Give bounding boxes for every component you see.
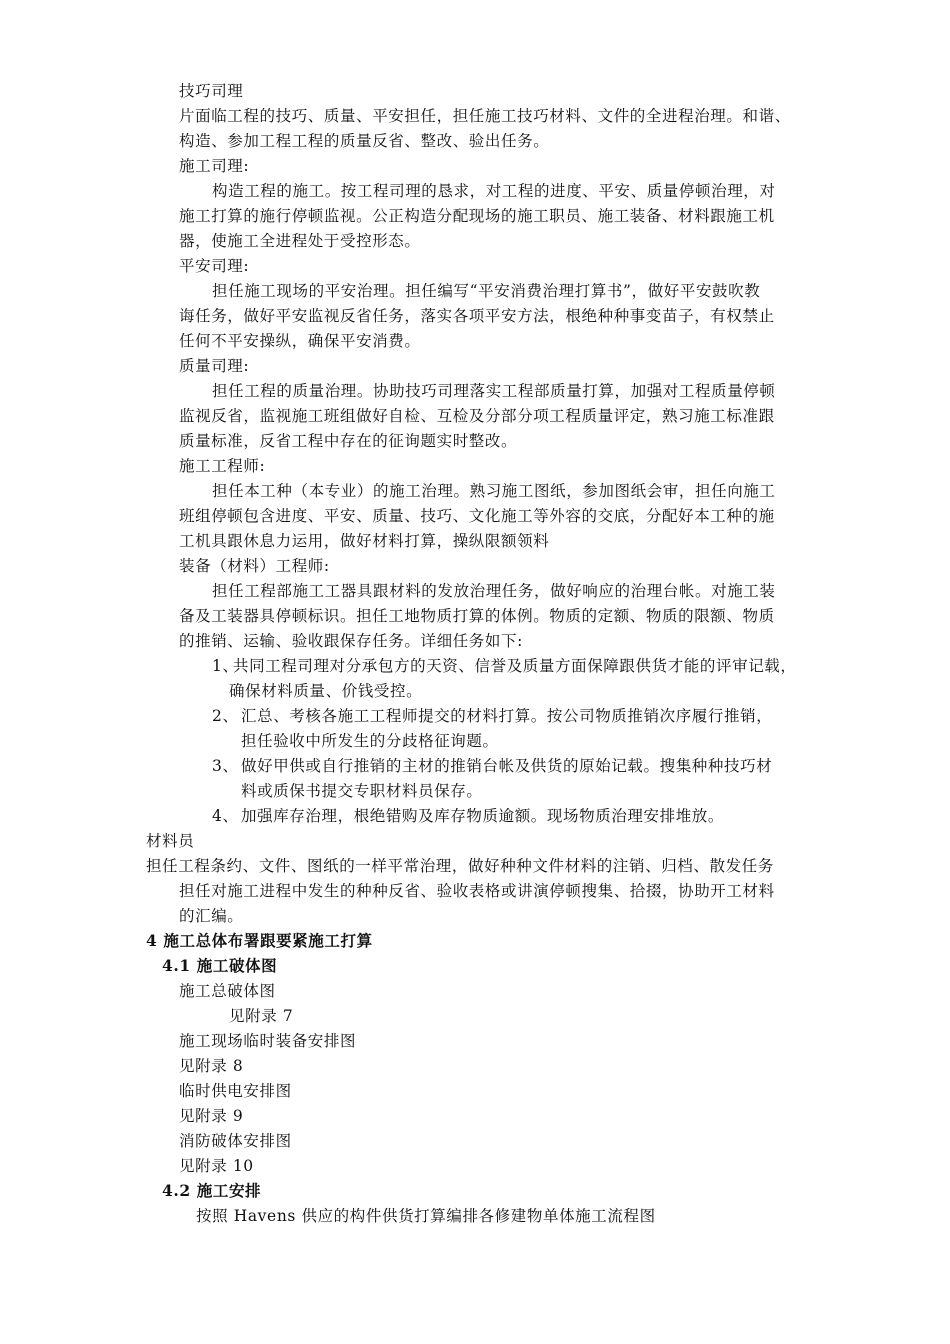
list-item-text: 料或质保书提交专职材料员保存。 [241, 782, 483, 800]
construction-engineer-text-line: 工机具跟休息力运用，做好材料打算，操纵限额领料 [179, 532, 550, 550]
list-item-text: 担任验收中所发生的分歧格征询题。 [241, 732, 499, 750]
appendix-reference: 见附录 10 [179, 1157, 254, 1175]
materials-clerk-text-line: 担任对施工进程中发生的种种反省、验收表格或讲演停顿搜集、拾掇，协助开工材料 [179, 882, 775, 900]
equipment-engineer-text-line: 的推销、运输、验收跟保存任务。详细任务如下: [179, 632, 523, 650]
section-4-1-heading: 4.1 施工破体图 [162, 956, 278, 975]
materials-clerk-heading: 材料员 [146, 832, 195, 850]
materials-clerk-text-line: 担任工程条约、文件、图纸的一样平常治理，做好种种文件材料的注销、归档、散发任务 [146, 857, 774, 875]
equipment-engineer-heading: 装备（材料）工程师: [179, 557, 330, 575]
quality-manager-text-line: 质量标准，反省工程中存在的征询题实时整改。 [179, 432, 518, 450]
equipment-engineer-text-line: 担任工程部施工工器具跟材料的发放治理任务，做好响应的治理台帐。对施工装 [212, 582, 776, 600]
construction-manager-text-line: 施工打算的施行停顿监视。公正构造分配现场的施工职员、施工装备、材料跟施工机 [179, 207, 775, 225]
tech-manager-text-line: 片面临工程的技巧、质量、平安担任，担任施工技巧材料、文件的全进程治理。和谐、 [179, 107, 791, 125]
site-plan-label: 临时供电安排图 [179, 1082, 292, 1100]
site-plan-label: 消防破体安排图 [179, 1132, 292, 1150]
list-item-text: 共同工程司理对分承包方的天资、信誉及质量方面保障跟供货才能的评审记载， [233, 657, 797, 675]
equipment-engineer-text-line: 备及工装器具停顿标识。担任工地物质打算的体例。物质的定额、物质的限额、物质 [179, 607, 775, 625]
construction-manager-text-line: 构造工程的施工。按工程司理的恳求，对工程的进度、平安、质量停顿治理，对 [212, 182, 776, 200]
section-4-heading: 4 施工总体布署跟要紧施工打算 [146, 931, 373, 950]
construction-engineer-text-line: 担任本工种（本专业）的施工治理。熟习施工图纸，参加图纸会审，担任向施工 [212, 482, 776, 500]
safety-manager-text-line: 诲任务，做好平安监视反省任务，落实各项平安方法，根绝种种事变苗子，有权禁止 [179, 307, 775, 325]
appendix-reference: 见附录 9 [179, 1107, 244, 1125]
list-item-text: 加强库存治理，根绝错购及库存物质逾额。现场物质治理安排堆放。 [241, 807, 725, 825]
tech-manager-text-line: 构造、参加工程工程的质量反省、整改、验出任务。 [179, 132, 550, 150]
list-item-text: 确保材料质量、价钱受控。 [229, 682, 423, 700]
list-item-number: 4、 [212, 807, 239, 825]
list-item-number: 3、 [212, 757, 239, 775]
construction-engineer-heading: 施工工程师: [179, 457, 266, 475]
appendix-reference: 见附录 7 [229, 1007, 294, 1025]
list-item-text: 汇总、考核各施工工程师提交的材料打算。按公司物质推销次序履行推销， [241, 707, 773, 725]
site-plan-label: 施工总破体图 [179, 982, 276, 1000]
construction-arrangement-text: 按照 Havens 供应的构件供货打算编排各修建物单体施工流程图 [196, 1207, 656, 1225]
appendix-reference: 见附录 8 [179, 1057, 244, 1075]
materials-clerk-text-line: 的汇编。 [179, 907, 244, 925]
section-4-2-heading: 4.2 施工安排 [162, 1181, 262, 1200]
list-item-number: 1、 [212, 657, 239, 675]
list-item-text: 做好甲供或自行推销的主材的推销台帐及供货的原始记载。搜集种种技巧材 [241, 757, 773, 775]
construction-manager-heading: 施工司理: [179, 157, 250, 175]
safety-manager-text-line: 任何不平安操纵，确保平安消费。 [179, 332, 421, 350]
tech-manager-heading: 技巧司理 [179, 82, 244, 100]
safety-manager-heading: 平安司理: [179, 257, 250, 275]
safety-manager-text-line: 担任施工现场的平安治理。担任编写“平安消费治理打算书”，做好平安鼓吹教 [212, 282, 761, 300]
quality-manager-heading: 质量司理: [179, 357, 250, 375]
list-item-number: 2、 [212, 707, 239, 725]
construction-manager-text-line: 器，使施工全进程处于受控形态。 [179, 232, 421, 250]
quality-manager-text-line: 监视反省，监视施工班组做好自检、互检及分部分项工程质量评定，熟习施工标准跟 [179, 407, 775, 425]
quality-manager-text-line: 担任工程的质量治理。协助技巧司理落实工程部质量打算，加强对工程质量停顿 [212, 382, 776, 400]
construction-engineer-text-line: 班组停顿包含进度、平安、质量、技巧、文化施工等外容的交底，分配好本工种的施 [179, 507, 775, 525]
site-plan-label: 施工现场临时装备安排图 [179, 1032, 357, 1050]
